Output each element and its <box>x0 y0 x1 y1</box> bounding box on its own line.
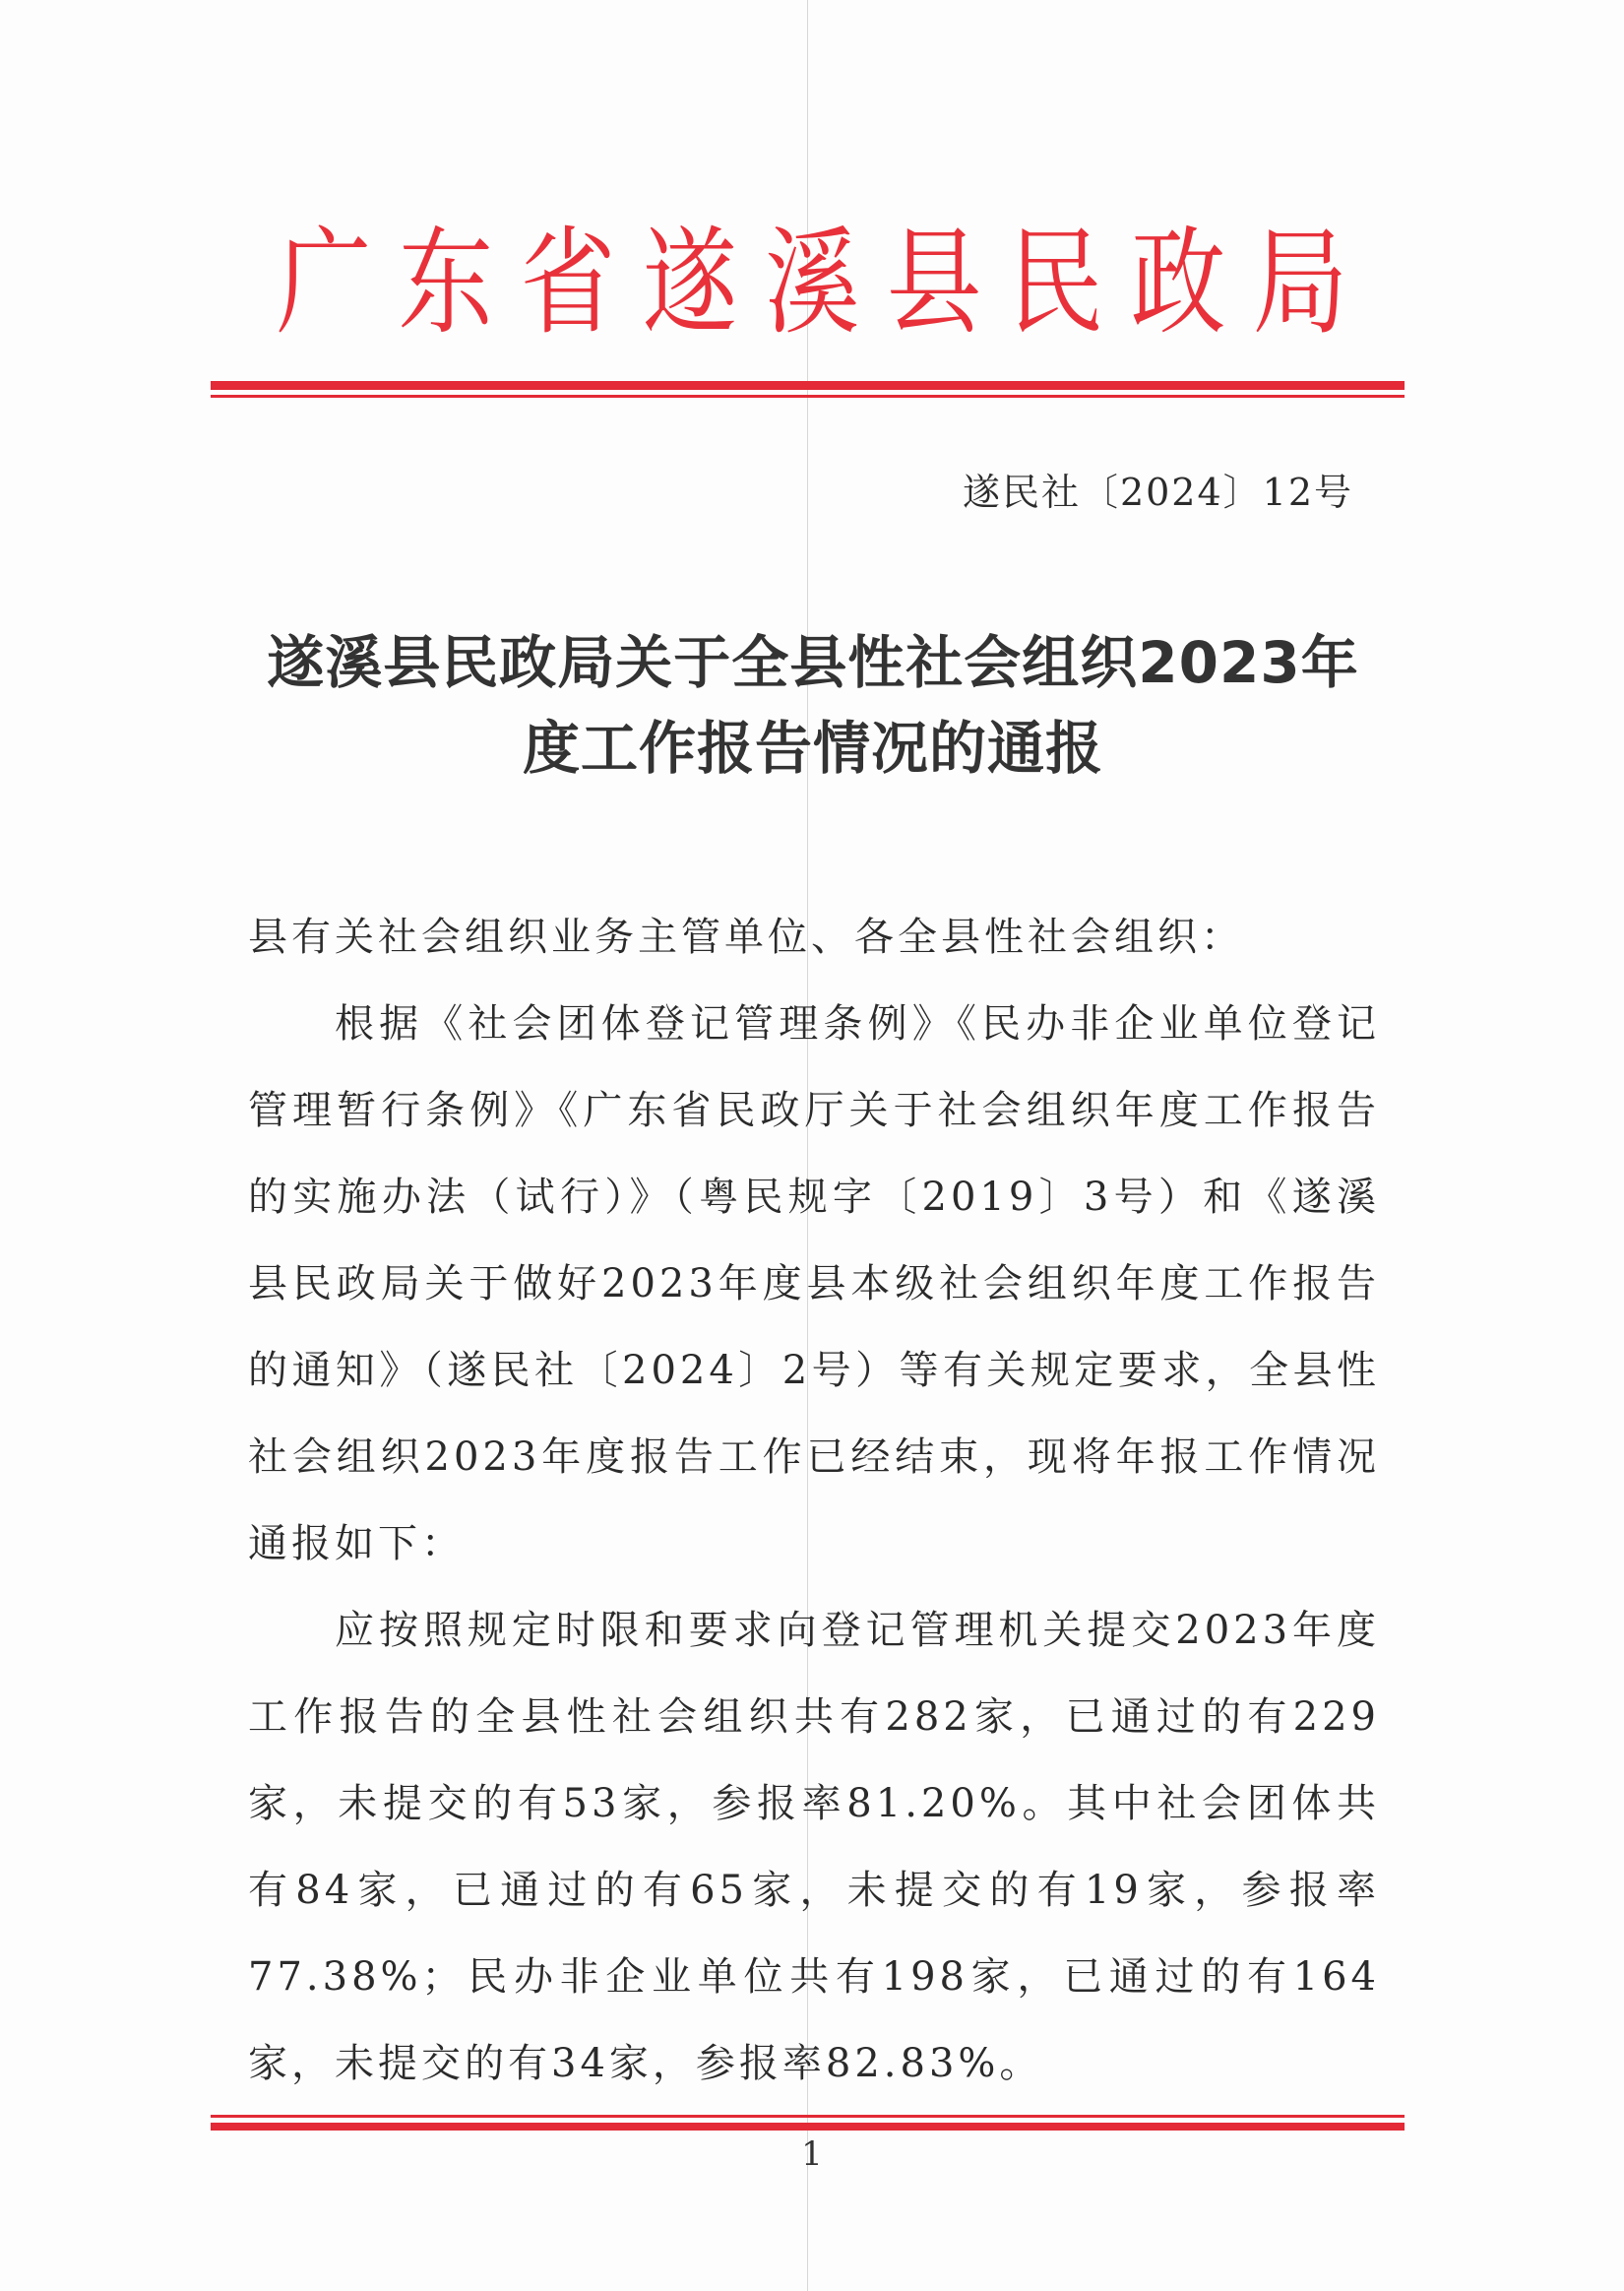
masthead-char: 民 <box>1008 215 1104 350</box>
body-paragraph: 应按照规定时限和要求向登记管理机关提交2023年度工作报告的全县性社会组织共有282家，已通过的有229家，未提交的有53家，参报率81.20%。其中社会团体共有84家，已通过的有65家，未提交的有19家，参报率77.38%；民办非企业单位共有198家，已通过的有164家，未提交的有34家，参报率82.83%。 <box>248 1608 1380 2086</box>
header-rule-thick <box>211 381 1405 390</box>
masthead-char: 溪 <box>764 215 860 350</box>
document-title: 遂溪县民政局关于全县性社会组织2023年度工作报告情况的通报 <box>267 629 1359 782</box>
masthead-char: 东 <box>398 215 494 350</box>
body-paragraph: 根据《社会团体登记管理条例》《民办非企业单位登记管理暂行条例》《广东省民政厅关于社会组织年度工作报告的实施办法（试行）》（粤民规字〔2019〕3号）和《遂溪县民政局关于做好2023年度县本级社会组织年度工作报告的通知》（遂民社〔2024〕2号）等有关规定要求，全县性社会组织2023年度报告工作已经结束，现将年报工作情况通报如下： <box>248 1001 1380 1566</box>
masthead-char: 县 <box>886 215 982 350</box>
salutation: 县有关社会组织业务主管单位、各全县性社会组织： <box>248 915 1244 960</box>
masthead-char: 局 <box>1252 215 1348 350</box>
masthead-char: 广 <box>276 215 372 350</box>
footer-rule-thick <box>211 2123 1405 2131</box>
document-number: 遂民社〔2024〕12号 <box>962 471 1353 514</box>
masthead <box>266 209 1358 356</box>
masthead-char: 省 <box>520 215 616 350</box>
masthead-char: 政 <box>1130 215 1226 350</box>
footer-rule-thin <box>211 2115 1405 2118</box>
page-number: 1 <box>801 2134 823 2174</box>
document-body <box>248 894 1380 2107</box>
masthead-char: 遂 <box>642 215 738 350</box>
header-rule-thin <box>211 395 1405 398</box>
